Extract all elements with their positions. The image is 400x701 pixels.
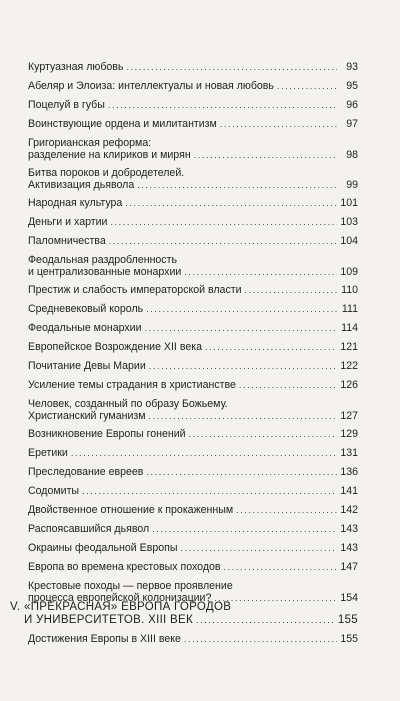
toc-entry	[28, 360, 358, 372]
toc-entry-page-number: 143	[340, 523, 358, 535]
toc-entry-page-number: 96	[346, 99, 358, 111]
toc-entry-title-line: Усиление темы страдания в христианстве	[28, 379, 236, 391]
toc-entry-page-number: 141	[340, 485, 358, 497]
dot-leader	[126, 61, 337, 73]
chapter-heading	[10, 601, 358, 627]
toc-entry-title-line: Феодальная раздробленность	[28, 254, 177, 266]
dot-leader	[180, 542, 337, 554]
toc-entry-page-number: 111	[341, 303, 358, 315]
toc-entry-title-line: разделение на клириков и мирян	[28, 149, 191, 161]
toc-entry-page-number: 126	[340, 379, 358, 391]
toc-entry	[28, 504, 358, 516]
toc-entry-title-line: Еретики	[28, 447, 68, 459]
toc-entry-title-line: Европа во времена крестовых походов	[28, 561, 221, 573]
toc-entry	[28, 99, 358, 111]
dot-leader	[239, 379, 337, 391]
chapter-title-line: И УНИВЕРСИТЕТОВ. XIII ВЕК	[24, 614, 193, 626]
dot-leader	[224, 561, 337, 573]
toc-entry-page-number: 142	[340, 504, 358, 516]
dot-leader	[110, 216, 337, 228]
toc-entry-page-number: 155	[340, 633, 358, 645]
toc-entry	[28, 80, 358, 92]
toc-entry-title-line: Почитание Девы Марии	[28, 360, 146, 372]
toc-entry-title-line: Европейское Возрождение XII века	[28, 341, 202, 353]
toc-entry	[28, 303, 358, 315]
toc-entry-title-line: Абеляр и Элоиза: интеллектуалы и новая любовь	[28, 80, 274, 92]
toc-entry-title-line: Григорианская реформа:	[28, 137, 152, 149]
toc-entry-title-line: процесса европейской колонизации?	[28, 592, 212, 604]
dot-leader	[220, 118, 337, 130]
toc-entry	[28, 235, 358, 247]
toc-entry-page-number: 121	[340, 341, 358, 353]
dot-leader	[194, 149, 337, 161]
toc-entry	[28, 561, 358, 573]
toc-entry-title-line: Деньги и хартии	[28, 216, 108, 228]
chapter-page-number: 155	[337, 614, 358, 626]
dot-leader	[189, 428, 337, 440]
toc-entry-title-line: Битва пороков и добродетелей.	[28, 167, 185, 179]
dot-leader	[149, 360, 337, 372]
toc-entry	[28, 284, 358, 296]
toc-entry-title-line: Народная культура	[28, 197, 123, 209]
toc-entry-title-line: Паломничества	[28, 235, 106, 247]
toc-entry	[28, 633, 358, 645]
toc-entry-page-number: 97	[346, 118, 358, 130]
toc-entry	[28, 322, 358, 334]
dot-leader	[149, 410, 337, 422]
dot-leader	[152, 523, 337, 535]
toc-entry	[28, 167, 358, 191]
toc-entry-title-line: Крестовые походы — первое проявление	[28, 580, 233, 592]
dot-leader	[236, 504, 337, 516]
dot-leader	[184, 633, 337, 645]
dot-leader	[82, 485, 337, 497]
toc-entry-page-number: 109	[340, 266, 358, 278]
toc-entry	[28, 254, 358, 278]
toc-entry	[28, 428, 358, 440]
toc-entry-page-number: 110	[341, 284, 358, 296]
toc-entry-title-line: Феодальные монархии	[28, 322, 142, 334]
dot-leader	[108, 99, 337, 111]
toc-entry	[28, 341, 358, 353]
toc-entry-page-number: 101	[340, 197, 358, 209]
toc-entry-page-number: 131	[340, 447, 358, 459]
dot-leader	[145, 322, 338, 334]
dot-leader	[137, 179, 337, 191]
toc-entry-page-number: 127	[340, 410, 358, 422]
toc-entry	[28, 216, 358, 228]
toc-entry-title-line: Активизация дьявола	[28, 179, 135, 191]
toc-entry	[28, 523, 358, 535]
toc-entry-title-line: Возникновение Европы гонений	[28, 428, 186, 440]
toc-entry	[28, 398, 358, 422]
dot-leader	[277, 80, 337, 92]
dot-leader	[184, 266, 337, 278]
toc-entry	[28, 466, 358, 478]
toc-entry-page-number: 103	[340, 216, 358, 228]
toc-entry-page-number: 114	[341, 322, 358, 334]
toc-entry-title-line: и централизованные монархии	[28, 266, 182, 278]
toc-entry-page-number: 104	[340, 235, 358, 247]
dot-leader	[146, 303, 337, 315]
toc-entry-page-number: 129	[340, 428, 358, 440]
dot-leader	[71, 447, 337, 459]
toc-entry-title-line: Престиж и слабость императорской власти	[28, 284, 242, 296]
toc-entry-page-number: 143	[340, 542, 358, 554]
toc-entry	[28, 379, 358, 391]
toc-entry-title-line: Распоясавшийся дьявол	[28, 523, 150, 535]
dot-leader	[205, 341, 337, 353]
chapter-number: V.	[10, 601, 21, 613]
toc-entry-title-line: Окраины феодальной Европы	[28, 542, 178, 554]
toc-entry	[28, 197, 358, 209]
toc-entry	[28, 485, 358, 497]
toc-entry	[28, 447, 358, 459]
toc-entry	[28, 61, 358, 73]
dot-leader	[196, 614, 335, 627]
toc-entry	[28, 542, 358, 554]
toc-entry-title-line: Средневековый король	[28, 303, 144, 315]
toc-entry-page-number: 93	[346, 61, 358, 73]
toc-entry-page-number: 147	[340, 561, 358, 573]
toc-entry-title-line: Преследование евреев	[28, 466, 144, 478]
dot-leader	[125, 197, 337, 209]
toc-entry-title-line: Воинствующие ордена и милитантизм	[28, 118, 217, 130]
toc-entry-page-number: 95	[346, 80, 358, 92]
toc-entry-page-number: 136	[340, 466, 358, 478]
table-of-contents	[28, 61, 358, 610]
dot-leader	[109, 235, 337, 247]
toc-entry	[28, 137, 358, 161]
toc-entry-page-number: 122	[340, 360, 358, 372]
toc-entry	[28, 118, 358, 130]
table-of-contents-continued	[28, 633, 358, 645]
chapter-title-line: «ПРЕКРАСНАЯ» ЕВРОПА ГОРОДОВ	[24, 601, 232, 613]
toc-entry-title-line: Двойственное отношение к прокаженным	[28, 504, 234, 516]
toc-entry-title-line: Куртуазная любовь	[28, 61, 124, 73]
toc-entry-title-line: Содомиты	[28, 485, 80, 497]
toc-entry-title-line: Поцелуй в губы	[28, 99, 105, 111]
dot-leader	[146, 466, 337, 478]
toc-entry-page-number: 99	[346, 179, 358, 191]
toc-entry-page-number: 98	[346, 149, 358, 161]
toc-entry-title-line: Достижения Европы в XIII веке	[28, 633, 181, 645]
toc-entry-page-number: 154	[340, 592, 358, 604]
toc-entry-title-line: Человек, созданный по образу Божьему.	[28, 398, 228, 410]
dot-leader	[245, 284, 337, 296]
toc-entry-title-line: Христианский гуманизм	[28, 410, 146, 422]
